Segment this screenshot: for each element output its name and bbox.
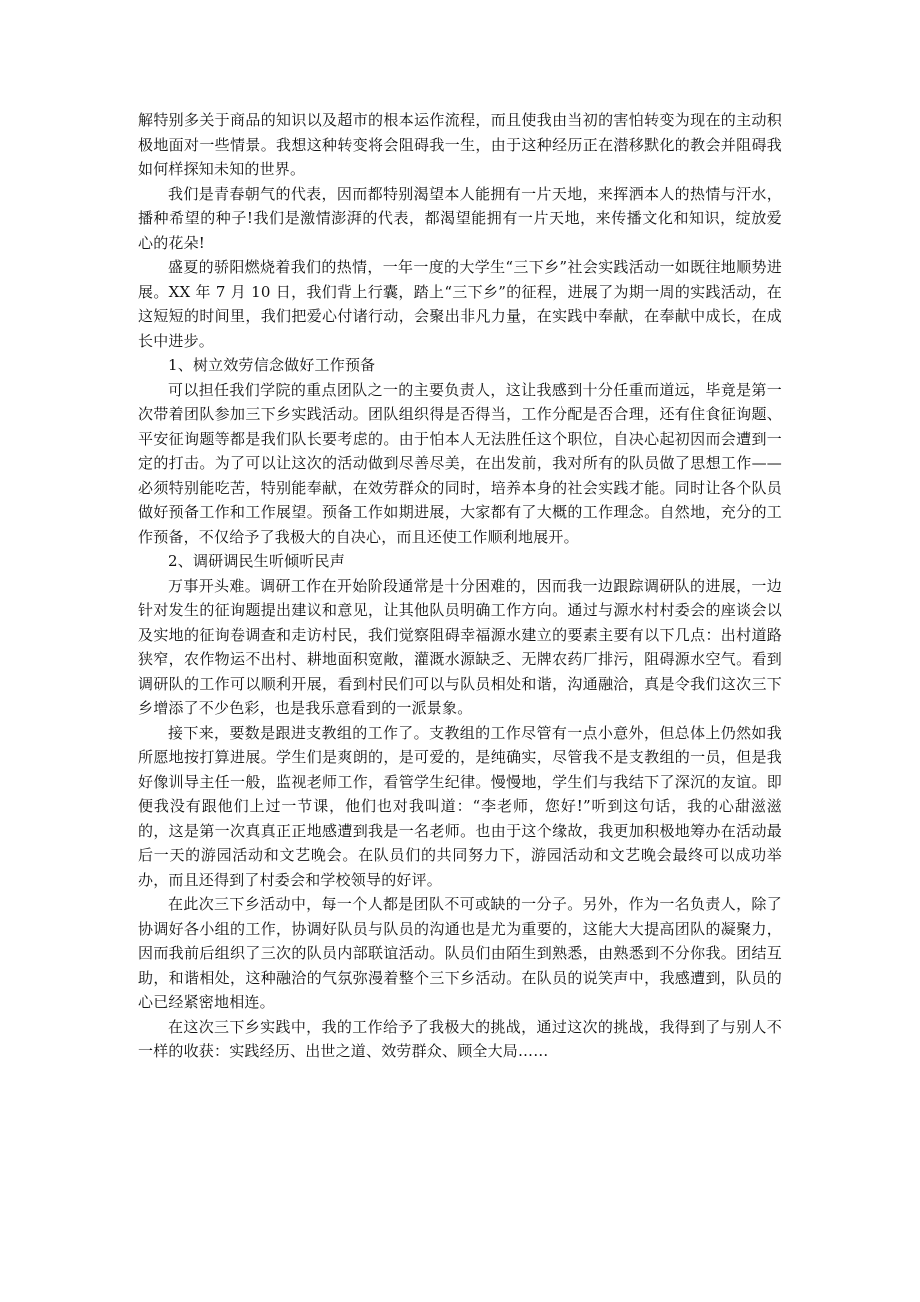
paragraph: 接下来，要数是跟进支教组的工作了。支教组的工作尽管有一点小意外，但总体上仍然如我所愿地按打算进展。学生们是爽朗的，是可爱的，是纯确实，尽管我不是支教组的一员，但是我好像训导主任一般，监视老师工作，看管学生纪律。慢慢地，学生们与我结下了深沉的友谊。即便我没有跟他们上过一节课，他们也对我叫道：“李老师，您好!”听到这句话，我的心甜滋滋的，这是第一次真真正正地感遭到我是一名老师。也由于这个缘故，我更加积极地筹办在活动最后一天的游园活动和文艺晚会。在队员们的共同努力下，游园活动和文艺晚会最终可以成功举办，而且还得到了村委会和学校领导的好评。 <box>138 723 782 889</box>
paragraph: 可以担任我们学院的重点团队之一的主要负责人，这让我感到十分任重而道远，毕竟是第一次带着团队参加三下乡实践活动。团队组织得是否得当，工作分配是否合理，还有住食征询题、平安征询题等都是我们队长要考虑的。由于怕本人无法胜任这个职位，自决心起初因而会遭到一定的打击。为了可以让这次的活动做到尽善尽美，在出发前，我对所有的队员做了思想工作——必须特别能吃苦，特别能奉献，在效劳群众的同时，培养本身的社会实践才能。同时让各个队员做好预备工作和工作展望。预备工作如期进展，大家都有了大概的工作理念。自然地，充分的工作预备，不仅给予了我极大的自决心，而且还使工作顺利地展开。 <box>138 380 782 546</box>
document-body <box>138 108 782 1064</box>
paragraph: 盛夏的骄阳燃烧着我们的热情，一年一度的大学生“三下乡”社会实践活动一如既往地顺势进展。XX 年 7 月 10 日，我们背上行囊，踏上“三下乡”的征程，进展了为期一周的实践活动，在这短短的时间里，我们把爱心付诸行动，会聚出非凡力量，在实践中奉献，在奉献中成长，在成长中进步。 <box>138 258 782 350</box>
paragraph: 解特别多关于商品的知识以及超市的根本运作流程，而且使我由当初的害怕转变为现在的主动积极地面对一些情景。我想这种转变将会阻碍我一生，由于这种经历正在潜移默化的教会并阻碍我如何样探知未知的世界。 <box>138 111 782 178</box>
paragraph: 在此次三下乡活动中，每一个人都是团队不可或缺的一分子。另外，作为一名负责人，除了协调好各小组的工作，协调好队员与队员的沟通也是尤为重要的，这能大大提高团队的凝聚力，因而我前后组织了三次的队员内部联谊活动。队员们由陌生到熟悉，由熟悉到不分你我。团结互助，和谐相处，这种融洽的气氛弥漫着整个三下乡活动。在队员的说笑声中，我感遭到，队员的心已经紧密地相连。 <box>138 895 782 1011</box>
paragraph: 万事开头难。调研工作在开始阶段通常是十分困难的，因而我一边跟踪调研队的进展，一边针对发生的征询题提出建议和意见，让其他队员明确工作方向。通过与源水村村委会的座谈会以及实地的征询卷调查和走访村民，我们觉察阻碍幸福源水建立的要素主要有以下几点：出村道路狭窄，农作物运不出村、耕地面积宽敞，灌溉水源缺乏、无牌农药厂排污，阻碍源水空气。看到调研队的工作可以顺利开展，看到村民们可以与队员相处和谐，沟通融洽，真是令我们这次三下乡增添了不少色彩，也是我乐意看到的一派景象。 <box>138 576 782 717</box>
paragraph: 我们是青春朝气的代表，因而都特别渴望本人能拥有一片天地，来挥洒本人的热情与汗水，播种希望的种子!我们是激情澎湃的代表，都渴望能拥有一片天地，来传播文化和知识，绽放爱心的花朵! <box>138 184 782 252</box>
section-heading: 1、树立效劳信念做好工作预备 <box>168 356 376 374</box>
paragraph: 在这次三下乡实践中，我的工作给予了我极大的挑战，通过这次的挑战，我得到了与别人不一样的收获：实践经历、出世之道、效劳群众、顾全大局…… <box>138 1017 782 1060</box>
section-heading: 2、调研调民生听倾听民声 <box>168 552 345 570</box>
